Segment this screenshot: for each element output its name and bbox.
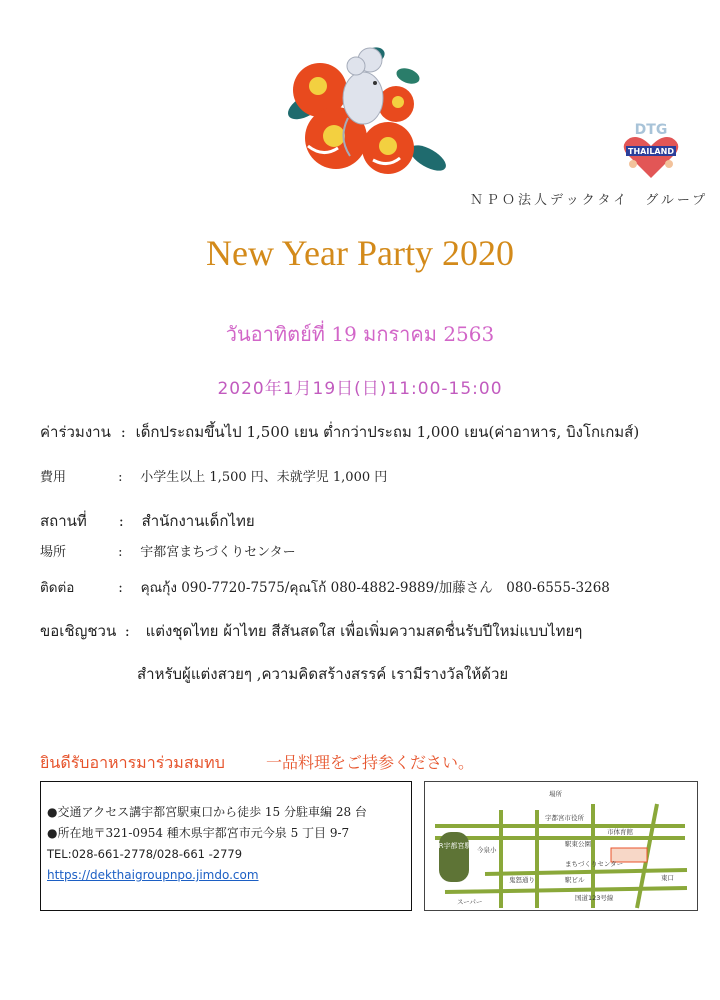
map-label-top: 場所 [549,790,562,798]
station-marker [439,832,469,882]
logo-band-text: THAILAND [628,147,674,156]
detail-colon: : [118,545,123,560]
detail-row-invitation [40,619,582,643]
organization-name: ＮＰＯ法人デックタイ グループ [470,193,709,208]
venue-map [424,781,698,911]
telephone-info: TEL:028-661-2778/028-661 -2779 [47,847,243,861]
detail-colon: : [124,622,130,640]
detail-value: แต่งชุดไทย ผ้าไทย สีสันสดใส เพื่อเพิ่มความสดชื่นรับปีใหม่แบบไทยๆ [145,622,583,640]
welcome-japanese: 一品料理をご持参ください。 [265,753,474,772]
detail-label: ติดต่อ [40,580,75,596]
detail-colon: : [118,512,124,530]
event-title: New Year Party 2020 [206,233,514,273]
food-welcome-line [40,750,474,776]
map-label-bottom: 国道123号線 [575,894,614,902]
map-label-bldg: 宇都宮市役所 [545,814,584,822]
detail-value: คุณกุ้ง 090-7720-7575/คุณโก้ 080-4882-9889/加藤さん 080-6555-3268 [140,580,610,596]
event-date-thai: วันอาทิตย์ที่ 19 มกราคม 2563 [225,322,495,346]
map-label-store: 駅ビル [565,876,585,884]
map-label-center: まちづくりセンター [565,860,624,868]
detail-colon: : [118,580,123,596]
detail-value: เด็กประถมขึ้นไป 1,500 เยน ต่ำกว่าประถม 1,000 เยน(ค่าอาหาร, บิงโกเกมส์) [135,423,640,441]
detail-label: 場所 [40,545,67,560]
detail-value: สำนักงานเด็กไทย [141,512,255,530]
detail-label: สถานที่ [40,512,87,530]
detail-value: 小学生以上 1,500 円、未就学児 1,000 円 [140,470,388,485]
map-label-road: 鬼怒通り [509,876,535,884]
dtg-thailand-logo [618,120,684,180]
map-label-super: スーパー [457,898,483,906]
website-link[interactable]: https://dekthaigroupnpo.jimdo.com [47,868,259,882]
detail-label: 費用 [40,470,67,485]
detail-label: ขอเชิญชวน [40,622,117,640]
map-label-shop: 市体育館 [607,828,633,836]
detail-colon: : [120,423,126,441]
map-label-right: 東口 [661,874,674,882]
detail-row-venue-thai [40,509,255,533]
detail-row-fee-thai [40,420,639,444]
detail-value: 宇都宮まちづくりセンター [140,545,296,560]
detail-row-venue-japanese [40,541,296,560]
camellia-mouse-illustration [278,38,448,188]
invitation-line-2: สำหรับผู้แต่งสวยๆ ,ความคิดสร้างสรรค์ เรามีรางวัลให้ด้วย [137,665,509,683]
welcome-thai: ยินดีรับอาหารมาร่วมสมทบ [40,753,225,772]
map-label-school: 今泉小 [477,846,497,854]
logo-letters: DTG [634,122,668,138]
address-info: ●所在地〒321-0954 種木県宇都宮市元今泉 5 丁目 9-7 [47,826,350,840]
detail-row-fee-japanese [40,466,387,485]
detail-colon: : [118,470,123,485]
station-label: JR宇都宮駅 [436,842,472,850]
access-info: ●交通アクセス講宇都宮駅東口から徒歩 15 分駐車編 28 台 [47,805,367,819]
event-date-japanese: 2020年1月19日(日)11:00-15:00 [217,379,503,399]
detail-row-contact [40,576,610,598]
access-info-box [40,781,412,911]
detail-label: ค่าร่วมงาน [40,423,111,441]
map-label-park: 駅東公園 [565,840,591,848]
